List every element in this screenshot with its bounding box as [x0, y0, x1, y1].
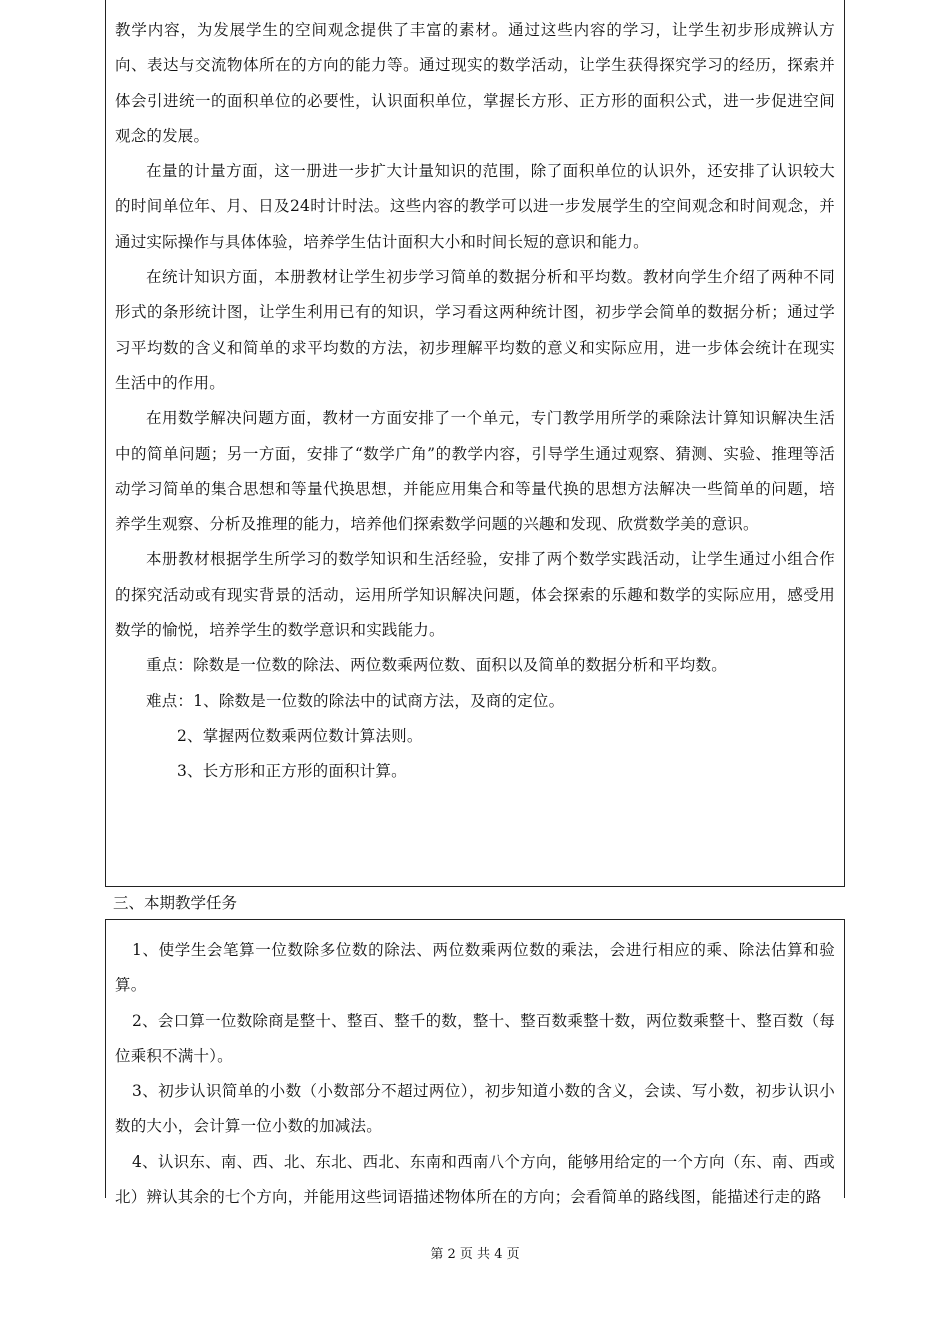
difficulty-1: 难点：1、除数是一位数的除法中的试商方法，及商的定位。: [146, 691, 565, 710]
page-footer: 第 2 页 共 4 页: [430, 1247, 520, 1262]
paragraph-measurement: 在量的计量方面，这一册进一步扩大计量知识的范围，除了面积单位的认识外，还安排了认识较大的时间单位年、月、日及24时计时法。这些内容的教学可以进一步发展学生的空间观念和时间观念，并通过实际操作与具体体验，培养学生估计面积大小和时间长短的意识和能力。: [115, 162, 835, 251]
task-item-1: 1、使学生会笔算一位数除多位数的除法、两位数乘两位数的乘法，会进行相应的乘、除法估算和验算。: [115, 941, 835, 995]
content-table-cell-upper: [105, 0, 845, 887]
content-table-cell-lower: [105, 919, 845, 1207]
paragraph-statistics: 在统计知识方面，本册教材让学生初步学习简单的数据分析和平均数。教材向学生介绍了两种不同形式的条形统计图，让学生利用已有的知识，学习看这两种统计图，初步学会简单的数据分析；通过学习平均数的含义和简单的求平均数的方法，初步理解平均数的意义和实际应用，进一步体会统计在现实生活中的作用。: [115, 268, 835, 392]
task-item-4: 4、认识东、南、西、北、东北、西北、东南和西南八个方向，能够用给定的一个方向（东、南、西或北）辨认其余的七个方向，并能用这些词语描述物体所在的方向；会看简单的路线图，能描述行走的路: [115, 1152, 835, 1207]
task-item-2: 2、会口算一位数除商是整十、整百、整千的数，整十、整百数乘整十数，两位数乘整十、整百数（每位乘积不满十）。: [115, 1011, 835, 1065]
paragraph-problem-solving: 在用数学解决问题方面，教材一方面安排了一个单元，专门教学用所学的乘除法计算知识解决生活中的简单问题；另一方面，安排了“数学广角”的教学内容，引导学生通过观察、猜测、实验、推理等活动学习简单的集合思想和等量代换思想，并能应用集合和等量代换的思想方法解决一些简单的问题，培养学生观察、分析及推理的能力，培养他们探索数学问题的兴趣和发现、欣赏数学美的意识。: [115, 409, 835, 534]
paragraph-practice-activities: 本册教材根据学生所学习的数学知识和生活经验，安排了两个数学实践活动，让学生通过小组合作的探究活动或有现实背景的活动，运用所学知识解决问题，体会探索的乐趣和数学的实际应用，感受用数学的愉悦，培养学生的数学意识和实践能力。: [115, 550, 835, 640]
task-item-3: 3、初步认识简单的小数（小数部分不超过两位），初步知道小数的含义，会读、写小数，初步认识小数的大小，会计算一位小数的加减法。: [115, 1082, 835, 1136]
difficulty-3: 3、长方形和正方形的面积计算。: [177, 762, 407, 781]
key-points: 重点：除数是一位数的除法、两位数乘两位数、面积以及简单的数据分析和平均数。: [146, 656, 727, 675]
difficulty-2: 2、掌握两位数乘两位数计算法则。: [177, 726, 423, 745]
section-title-teaching-tasks: 三、本期教学任务: [113, 894, 238, 912]
paragraph-space-concepts: 教学内容，为发展学生的空间观念提供了丰富的素材。通过这些内容的学习，让学生初步形成辨认方向、表达与交流物体所在的方向的能力等。通过现实的数学活动，让学生获得探究学习的经历，探索并体会引进统一的面积单位的必要性，认识面积单位，掌握长方形、正方形的面积公式，进一步促进空间观念的发展。: [115, 21, 835, 145]
